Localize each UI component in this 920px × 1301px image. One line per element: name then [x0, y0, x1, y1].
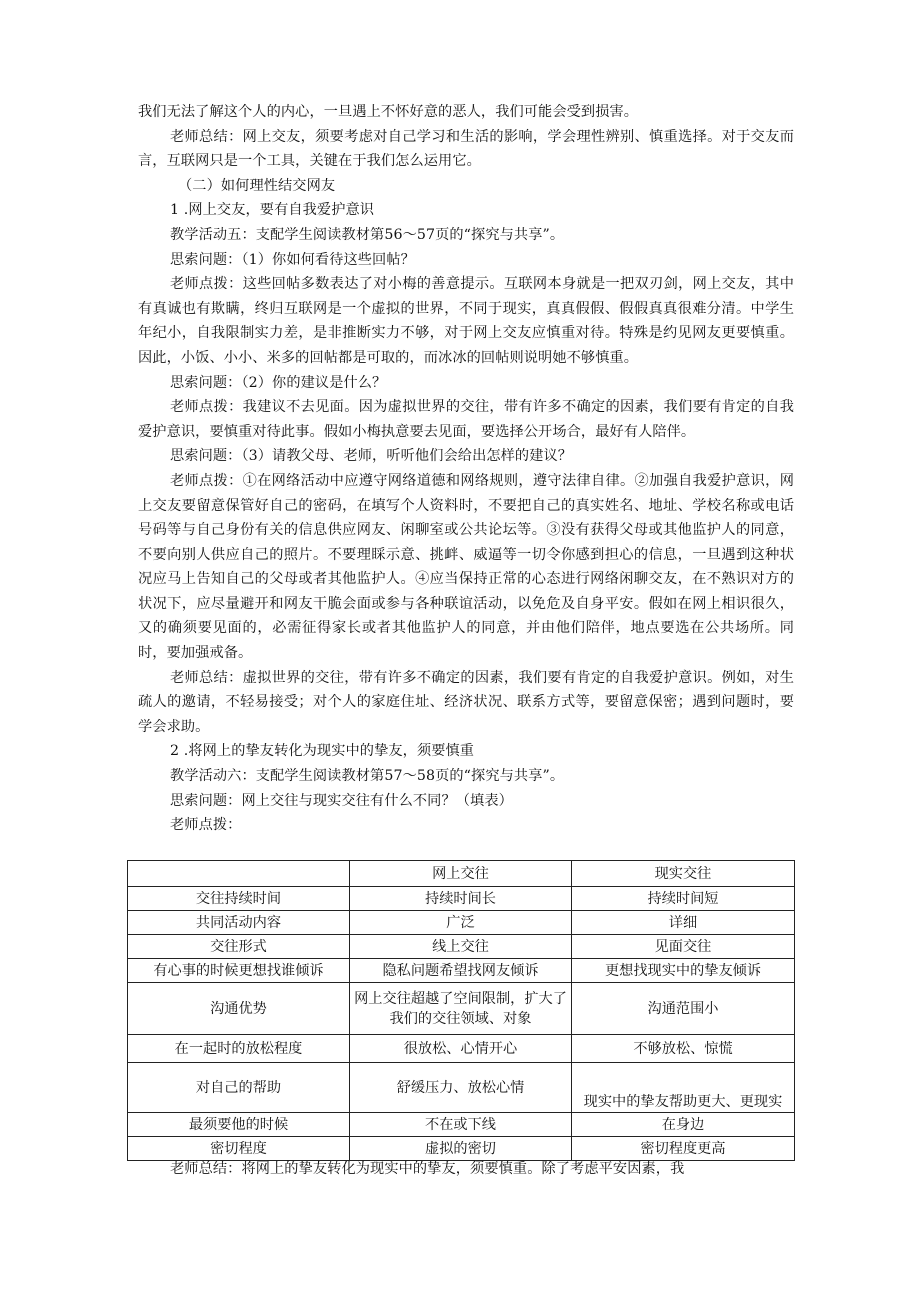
table-cell: 密切程度	[128, 1137, 350, 1161]
table-cell: 线上交往	[350, 935, 572, 959]
table-row	[128, 887, 795, 911]
table-row	[128, 1063, 795, 1113]
table-cell: 持续时间长	[350, 887, 572, 911]
comparison-table	[127, 860, 795, 1161]
paragraph: 思索问题：（1）你如何看待这些回帖？	[170, 251, 415, 268]
table-cell: 交往持续时间	[128, 887, 350, 911]
table-cell: 对自己的帮助	[128, 1063, 350, 1113]
table-cell: 密切程度更高	[572, 1137, 795, 1161]
table-header-cell: 网上交往	[350, 861, 572, 887]
paragraph: 老师总结：虚拟世界的交往，带有许多不确定的因素，我们要有肯定的自我爱护意识。例如，对生疏人的邀请，不轻易接受；对个人的家庭住址、经济状况、联系方式等，要留意保密；遇到问题时，要学会求助。	[138, 669, 794, 735]
table-header-cell: 现实交往	[572, 861, 795, 887]
table-row	[128, 935, 795, 959]
paragraph: 老师点拨：①在网络活动中应遵守网络道德和网络规则，遵守法律自律。②加强自我爱护意识，网上交友要留意保管好自己的密码，在填写个人资料时，不要把自己的真实姓名、地址、学校名称或电话号码等与自己身份有关的信息供应网友、闲聊室或公共论坛等。③没有获得父母或其他监护人的同意，不要向别人供应自己的照片。不要理睬示意、挑衅、威逼等一切令你感到担心的信息，一旦遇到这种状况应马上告知自己的父母或者其他监护人。④应当保持正常的心态进行网络闲聊交友，在不熟识对方的状况下，应尽量避开和网友干脆会面或参与各种联谊活动，以免危及自身平安。假如在网上相识很久，又的确须要见面的，必需征得家长或者其他监护人的同意，并由他们陪伴，地点要选在公共场所。同时，要加强戒备。	[138, 472, 794, 662]
table-cell: 现实中的挚友帮助更大、更现实	[572, 1063, 795, 1113]
table-cell: 虚拟的密切	[350, 1137, 572, 1161]
table-cell: 共同活动内容	[128, 911, 350, 935]
table-cell: 网上交往超越了空间限制，扩大了我们的交往领域、对象	[350, 983, 572, 1035]
paragraph: 思索问题：网上交往与现实交往有什么不同？（填表）	[170, 792, 513, 809]
table-cell: 隐私问题希望找网友倾诉	[350, 959, 572, 983]
table-cell: 在身边	[572, 1113, 795, 1137]
subsection-heading: 2 .将网上的挚友转化为现实中的挚友，须要慎重	[170, 743, 475, 760]
table-cell: 详细	[572, 911, 795, 935]
table-row	[128, 911, 795, 935]
paragraph: 老师点拨：	[170, 817, 242, 834]
paragraph: 我们无法了解这个人的内心，一旦遇上不怀好意的恶人，我们可能会受到损害。	[138, 104, 639, 120]
paragraph: 教学活动六：支配学生阅读教材第57～58页的“探究与共享”。	[170, 768, 565, 785]
table-cell: 有心事的时候更想找谁倾诉	[128, 959, 350, 983]
table-cell: 交往形式	[128, 935, 350, 959]
table-cell: 很放松、心情开心	[350, 1035, 572, 1063]
document-body	[138, 100, 794, 838]
table-cell: 沟通范围小	[572, 983, 795, 1035]
table-cell: 最须要他的时候	[128, 1113, 350, 1137]
paragraph: 老师点拨：这些回帖多数表达了对小梅的善意提示。互联网本身就是一把双刃剑，网上交友，其中有真诚也有欺瞒，终归互联网是一个虚拟的世界，不同于现实，真真假假、假假真真很难分清。中学生年纪小，自我限制实力差，是非推断实力不够，对于网上交友应慎重对待。特殊是约见网友更要慎重。因此，小饭、小小、米多的回帖都是可取的，而冰冰的回帖则说明她不够慎重。	[138, 276, 794, 366]
paragraph: 思索问题：（3）请教父母、老师，听听他们会给出怎样的建议？	[170, 448, 573, 465]
paragraph: 老师总结：网上交友，须要考虑对自己学习和生活的影响，学会理性辨别、慎重选择。对于交友而言，互联网只是一个工具，关键在于我们怎么运用它。	[138, 128, 794, 170]
table-cell: 舒缓压力、放松心情	[350, 1063, 572, 1113]
table-row	[128, 1035, 795, 1063]
table-cell: 不在或下线	[350, 1113, 572, 1137]
table-cell: 见面交往	[572, 935, 795, 959]
closing-paragraph	[138, 1157, 794, 1182]
paragraph: 教学活动五：支配学生阅读教材第56～57页的“探究与共享”。	[170, 226, 565, 243]
table-row	[128, 983, 795, 1035]
table-header-row	[128, 861, 795, 887]
table-cell: 不够放松、惊慌	[572, 1035, 795, 1063]
table-cell: 广泛	[350, 911, 572, 935]
table-cell: 持续时间短	[572, 887, 795, 911]
table-row	[128, 959, 795, 983]
paragraph: 老师总结：将网上的挚友转化为现实中的挚友，须要慎重。除了考虑平安因素，我	[170, 1161, 685, 1177]
paragraph: 老师点拨：我建议不去见面。因为虚拟世界的交往，带有许多不确定的因素，我们要有肯定的自我爱护意识，要慎重对待此事。假如小梅执意要去见面，要选择公开场合，最好有人陪伴。	[138, 399, 794, 440]
subsection-heading: 1 .网上交友，要有自我爱护意识	[170, 202, 375, 219]
paragraph: 思索问题：（2）你的建议是什么？	[170, 374, 387, 391]
table-cell: 在一起时的放松程度	[128, 1035, 350, 1063]
table-cell: 更想找现实中的挚友倾诉	[572, 959, 795, 983]
table-row	[128, 1113, 795, 1137]
table-header-cell	[128, 861, 350, 887]
section-heading: （二）如何理性结交网友	[178, 177, 336, 194]
table-cell: 沟通优势	[128, 983, 350, 1035]
